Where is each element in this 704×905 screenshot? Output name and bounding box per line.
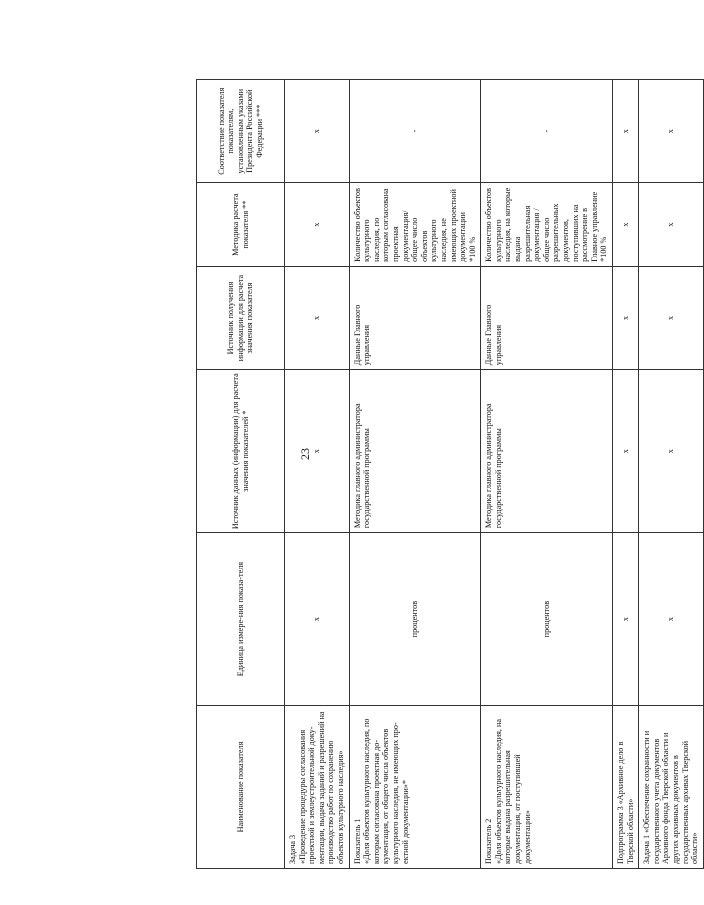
table-body xyxy=(197,80,704,869)
indicator-table-wrapper xyxy=(196,79,700,869)
header-source-info: Источник получения информации для расчета значения показателя xyxy=(197,266,285,369)
cell-unit: процентов xyxy=(349,533,481,706)
table-row xyxy=(613,80,639,869)
header-source-data: Источник данных (информации) для расчета значения показателей * xyxy=(197,370,285,533)
cell-name: Показатель 2 «Доля объектов культурного наследия, на которые выдана разрешительная документация, от поступившей документации» xyxy=(481,706,613,869)
table-row xyxy=(639,80,704,869)
cell-unit: x xyxy=(613,533,639,706)
cell-method: x xyxy=(639,183,704,266)
header-compliance: Соответствие показателя показателям, установленным указами Президента Российской Федерации *** xyxy=(197,80,285,183)
cell-source-data: x xyxy=(285,370,350,533)
cell-compliance: - xyxy=(481,80,613,183)
cell-source-data: x xyxy=(613,370,639,533)
cell-method: x xyxy=(613,183,639,266)
table-row xyxy=(349,80,481,869)
header-row xyxy=(197,80,285,869)
cell-unit: процентов xyxy=(481,533,613,706)
cell-name: Подпрограмма 3 «Архивное дело в Тверской области» xyxy=(613,706,639,869)
cell-unit: x xyxy=(285,533,350,706)
cell-unit: x xyxy=(639,533,704,706)
cell-compliance: x xyxy=(285,80,350,183)
cell-source-data: x xyxy=(639,370,704,533)
cell-name: Задача 1 «Обеспечение сохранности и государственного учета документов Архивного фонда Тверской области и других архивных документов в государственных архивах Тверской области» xyxy=(639,706,704,869)
cell-name: Задача 3 «Проведение процедуры согласования проектной и землеустроительной доку-ментации, выдача заданий и разрешений на производство работ по сохранению объектов культурного наследия» xyxy=(285,706,350,869)
page-number: 23 xyxy=(298,448,312,460)
table-row xyxy=(481,80,613,869)
cell-method: x xyxy=(285,183,350,266)
cell-compliance: - xyxy=(349,80,481,183)
cell-source-data: Методика главного администратора государственной программы xyxy=(481,370,613,533)
cell-name: Показатель 1 «Доля объектов культурного наследия, по которым согласована проектная до-кументация, от общего числа объектов культурного наследия, не имеющих про-ектной документации»* xyxy=(349,706,481,869)
cell-compliance: x xyxy=(639,80,704,183)
cell-source-info: x xyxy=(285,266,350,369)
cell-compliance: x xyxy=(613,80,639,183)
cell-method: Количество объектов культурного наследия, на которые выдана разрешительная документация / общее число разрешительных документов, поступивших на рассмотрение в Главное управление *100 % xyxy=(481,183,613,266)
cell-source-info: x xyxy=(613,266,639,369)
cell-source-info: x xyxy=(639,266,704,369)
indicator-table xyxy=(196,79,704,869)
header-unit: Единица измере-ния показа-теля xyxy=(197,533,285,706)
cell-source-data: Методика главного администратора государственной программы xyxy=(349,370,481,533)
table-row xyxy=(285,80,350,869)
header-method: Методика расчета показателя ** xyxy=(197,183,285,266)
cell-source-info: Данные Главного управления xyxy=(349,266,481,369)
header-name: Наименование показателя xyxy=(197,706,285,869)
cell-source-info: Данные Главного управления xyxy=(481,266,613,369)
cell-method: Количество объектов культурного наследия, по которым согласована проектная документация/ общее число объектов культурного наследия, не имеющих проектной документации *100 % xyxy=(349,183,481,266)
